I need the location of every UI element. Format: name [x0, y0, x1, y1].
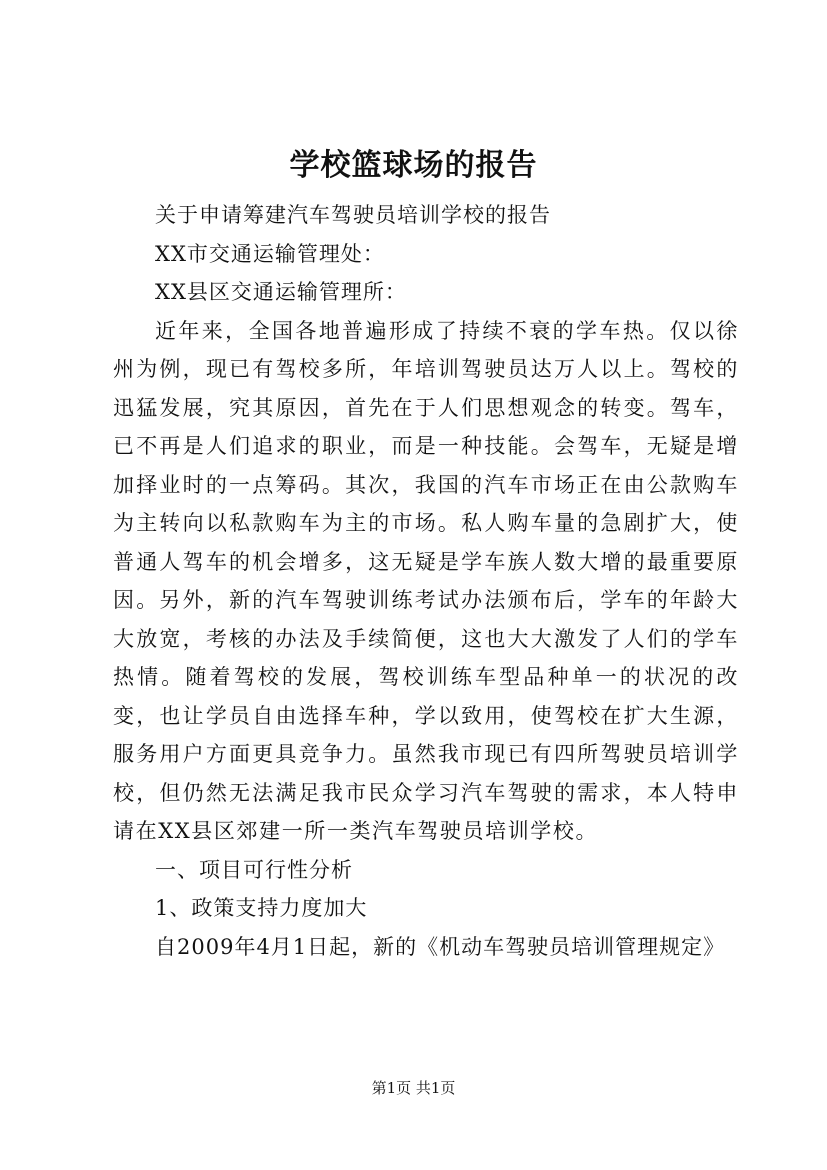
section-heading: 一、项目可行性分析 [155, 857, 353, 882]
page-footer: 第1页 共1页 [371, 1079, 456, 1097]
last-paragraph: 自2009年4月1日起，新的《机动车驾驶员培训管理规定》 [155, 934, 726, 959]
subtitle-line: 关于申请筹建汽车驾驶员培训学校的报告 [155, 203, 551, 227]
body-paragraph: 近年来，全国各地普遍形成了持续不衰的学车热。仅以徐州为例，现已有驾校多所，年培训驾驶员达万人以上。驾校的迅猛发展，究其原因，首先在于人们思想观念的转变。驾车，已不再是人们追求的职业，而是一种技能。会驾车，无疑是增加择业时的一点筹码。其次，我国的汽车市场正在由公款购车为主转向以私款购车为主的市场。私人购车量的急剧扩大，使普通人驾车的机会增多，这无疑是学车族人数大增的最重要原因。另外，新的汽车驾驶训练考试办法颁布后，学车的年龄大大放宽，考核的办法及手续简便，这也大大激发了人们的学车热情。随着驾校的发展，驾校训练车型品种单一的状况的改变，也让学员自由选择车种，学以致用，使驾校在扩大生源，服务用户方面更具竞争力。虽然我市现已有四所驾驶员培训学校，但仍然无法满足我市民众学习汽车驾驶的需求，本人特申请在XX县区郊建一所一类汽车驾驶员培训学校。 [113, 318, 739, 843]
subsection-heading: 1、政策支持力度加大 [155, 896, 368, 920]
document-body [113, 196, 739, 966]
document-title: 学校篮球场的报告 [289, 148, 538, 183]
recipient-line-1: XX市交通运输管理处： [155, 241, 385, 266]
recipient-line-2: XX县区交通运输管理所： [155, 280, 407, 304]
